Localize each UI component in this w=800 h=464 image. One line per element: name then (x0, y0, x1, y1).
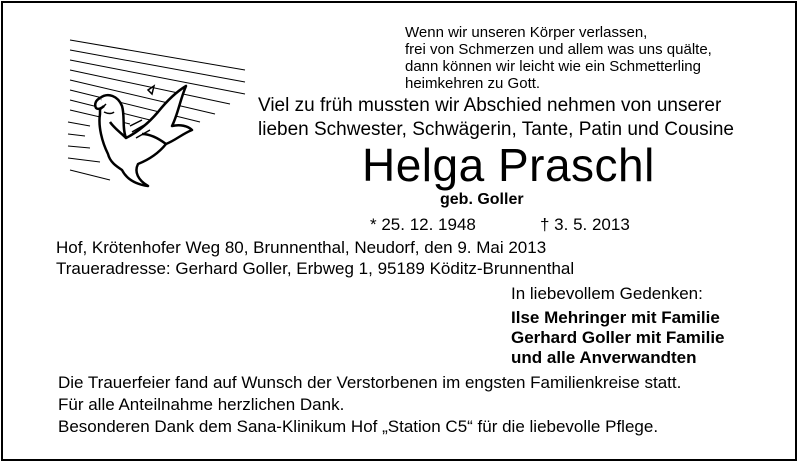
closing-line: Für alle Anteilnahme herzlichen Dank. (58, 395, 345, 414)
poem-line: frei von Schmerzen und allem was uns quälte, (405, 41, 712, 58)
intro-text (258, 94, 734, 142)
mourning-address: Traueradresse: Gerhard Goller, Erbweg 1, 95189 Köditz-Brunnenthal (56, 259, 575, 278)
closing-line: Die Trauerfeier fand auf Wunsch der Verstorbenen im engsten Familienkreise statt. (58, 373, 682, 392)
place-and-address (56, 237, 574, 279)
mourner: Ilse Mehringer mit Familie (511, 308, 720, 327)
poem-line: heimkehren zu Gott. (405, 75, 541, 92)
birth-date: * 25. 12. 1948 (370, 215, 476, 234)
poem (405, 24, 712, 92)
intro-line: lieben Schwester, Schwägerin, Tante, Patin und Cousine (258, 119, 735, 140)
dove-with-rays-icon (30, 30, 250, 200)
mourner: und alle Anverwandten (511, 348, 697, 367)
closing-line: Besonderen Dank dem Sana-Klinikum Hof „Station C5“ für die liebevolle Pflege. (58, 417, 659, 436)
maiden-name: geb. Goller (440, 191, 524, 208)
place-date: Hof, Krötenhofer Weg 80, Brunnenthal, Neudorf, den 9. Mai 2013 (56, 238, 547, 257)
poem-line: Wenn wir unseren Körper verlassen, (405, 24, 648, 41)
death-date: † 3. 5. 2013 (540, 215, 630, 234)
deceased-name: Helga Praschl (362, 139, 655, 191)
intro-line: Viel zu früh mussten wir Abschied nehmen von unserer (258, 95, 722, 116)
memory-line: In liebevollem Gedenken: (511, 284, 703, 303)
mourner: Gerhard Goller mit Familie (511, 328, 725, 347)
poem-line: dann können wir leicht wie ein Schmetterling (405, 58, 701, 75)
mourners-list (511, 308, 725, 368)
closing-text (58, 372, 681, 438)
